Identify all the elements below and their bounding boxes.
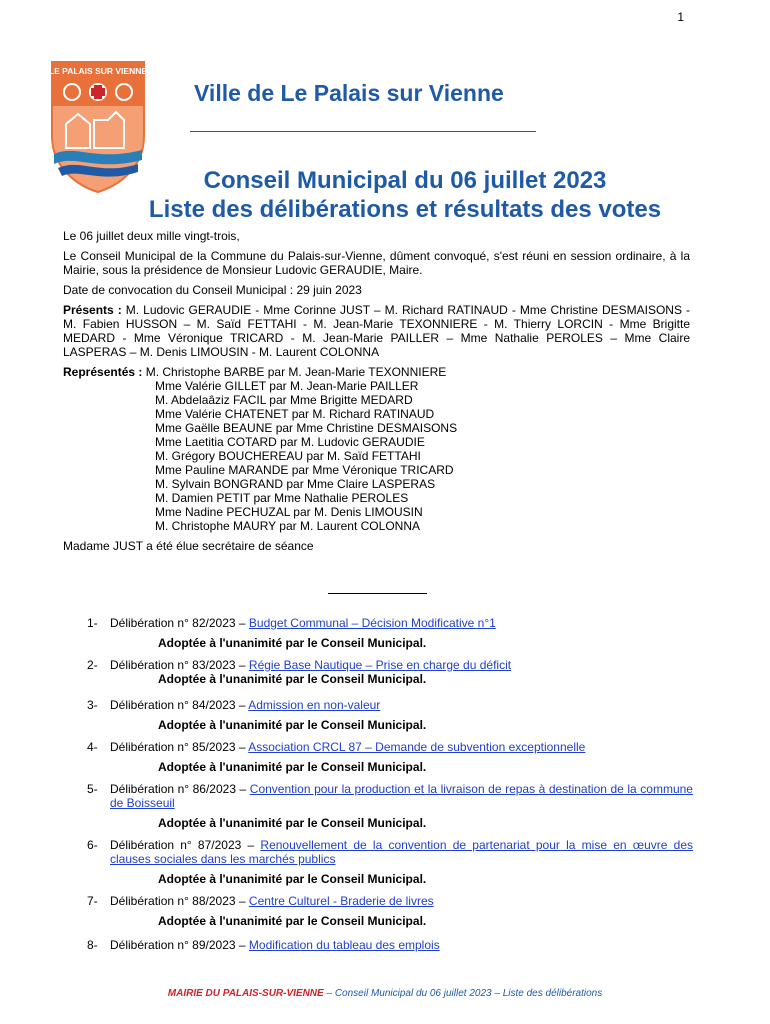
deliberation-link[interactable]: Centre Culturel - Braderie de livres [248, 894, 434, 908]
deliberation-link[interactable]: Association CRCL 87 – Demande de subvention exceptionnelle [248, 740, 586, 754]
svg-text:LE PALAIS SUR VIENNE: LE PALAIS SUR VIENNE [48, 66, 148, 76]
represented-item: Mme Pauline MARANDE par Mme Véronique TRICARD [155, 463, 454, 477]
represented-item: M. Christophe BARBE par M. Jean-Marie TEXONNIERE [142, 365, 447, 379]
represented-item: M. Christophe MAURY par M. Laurent COLONNA [155, 519, 420, 533]
page-footer [0, 988, 770, 999]
deliberation-item [63, 658, 693, 686]
deliberation-link[interactable]: Convention pour la production et la livraison de repas à destination de la commune de Boisseuil [110, 782, 693, 810]
deliberation-item [63, 838, 693, 886]
city-title: Ville de Le Palais sur Vienne [194, 80, 504, 106]
title-line-1: Conseil Municipal du 06 juillet 2023 [203, 167, 607, 194]
deliberation-reference: Délibération n° 84/2023 – [110, 698, 249, 712]
deliberation-item [63, 740, 693, 774]
represented-item: M. Sylvain BONGRAND par Mme Claire LASPERAS [155, 477, 436, 491]
vote-result: Adoptée à l'unanimité par le Conseil Municipal. [158, 760, 427, 774]
session-date: Le 06 juillet deux mille vingt-trois, [63, 229, 240, 243]
vote-result: Adoptée à l'unanimité par le Conseil Municipal. [158, 672, 427, 686]
deliberation-reference: Délibération n° 87/2023 – [110, 838, 261, 852]
deliberation-reference: Délibération n° 86/2023 – [110, 782, 250, 796]
deliberation-reference: Délibération n° 88/2023 – [110, 894, 249, 908]
vote-result: Adoptée à l'unanimité par le Conseil Municipal. [158, 636, 427, 650]
presents-paragraph [63, 303, 690, 359]
deliberation-number: 8- [87, 938, 98, 952]
footer-mairie: MAIRIE DU PALAIS-SUR-VIENNE [167, 988, 324, 999]
presents-label: Présents : [63, 303, 122, 317]
deliberation-number: 3- [87, 698, 98, 712]
secretary-line: Madame JUST a été élue secrétaire de séance [63, 539, 314, 553]
represented-block [63, 365, 690, 533]
deliberation-number: 5- [87, 782, 98, 796]
page-number: 1 [677, 10, 684, 24]
presents-list: M. Ludovic GERAUDIE - Mme Corinne JUST – M. Richard RATINAUD - Mme Christine DESMAISONS - M. Fabien HUSSON – M. Saïd FETTAHI - M. Jean-Marie TEXONNIERE - M. Thierry LORCIN - Mme Brigitte MEDARD - Mme Véronique TRICARD - M. Jean-Marie PAILLER – Mme Nathalie PEROLES – Mme Claire LASPERAS – M. Denis LIMOUSIN - M. Laurent COLONNA [63, 303, 690, 359]
deliberation-number: 2- [87, 658, 98, 672]
deliberation-item [63, 782, 693, 830]
deliberation-number: 4- [87, 740, 98, 754]
represented-item: Mme Nadine PECHUZAL par M. Denis LIMOUSIN [155, 505, 423, 519]
vote-result: Adoptée à l'unanimité par le Conseil Municipal. [158, 816, 427, 830]
represented-item: M. Grégory BOUCHEREAU par M. Saïd FETTAHI [155, 449, 421, 463]
represented-item: Mme Valérie GILLET par M. Jean-Marie PAILLER [155, 379, 419, 393]
title-line-2: Liste des délibérations et résultats des votes [148, 196, 662, 223]
represented-item: Mme Valérie CHATENET par M. Richard RATINAUD [155, 407, 435, 421]
deliberation-number: 6- [87, 838, 98, 852]
deliberation-number: 7- [87, 894, 98, 908]
session-description: Le Conseil Municipal de la Commune du Palais-sur-Vienne, dûment convoqué, s'est réuni en session ordinaire, à la Mairie, sous la présidence de Monsieur Ludovic GERAUDIE, Maire. [63, 249, 690, 277]
section-separator [328, 593, 427, 594]
deliberation-reference: Délibération n° 82/2023 – [110, 616, 249, 630]
represented-item: M. Abdelaâziz FACIL par Mme Brigitte MEDARD [155, 393, 413, 407]
deliberation-item [63, 698, 693, 732]
convocation-date: Date de convocation du Conseil Municipal : 29 juin 2023 [63, 283, 362, 297]
represented-item: Mme Laetitia COTARD par M. Ludovic GERAUDIE [155, 435, 425, 449]
deliberation-item [63, 894, 693, 928]
deliberation-reference: Délibération n° 83/2023 – [110, 658, 249, 672]
represented-label: Représentés : [63, 365, 143, 379]
deliberation-link[interactable]: Renouvellement de la convention de partenariat pour la mise en œuvre des clauses sociales dans les marchés publics [110, 838, 693, 866]
deliberation-link[interactable]: Admission en non-valeur [248, 698, 381, 712]
footer-text: – Conseil Municipal du 06 juillet 2023 – Liste des délibérations [323, 988, 603, 999]
deliberation-reference: Délibération n° 89/2023 – [110, 938, 249, 952]
page-title [60, 166, 750, 224]
deliberation-link[interactable]: Modification du tableau des emplois [248, 938, 440, 952]
deliberation-link[interactable]: Régie Base Nautique – Prise en charge du déficit [248, 658, 512, 672]
deliberation-item [63, 616, 693, 650]
deliberations-list [63, 616, 693, 952]
deliberation-reference: Délibération n° 85/2023 – [110, 740, 249, 754]
session-intro [63, 229, 690, 559]
vote-result: Adoptée à l'unanimité par le Conseil Municipal. [158, 914, 427, 928]
vote-result: Adoptée à l'unanimité par le Conseil Municipal. [158, 718, 427, 732]
vote-result: Adoptée à l'unanimité par le Conseil Municipal. [158, 872, 427, 886]
deliberation-item [63, 938, 693, 952]
deliberation-number: 1- [87, 616, 98, 630]
deliberation-link[interactable]: Budget Communal – Décision Modificative n°1 [248, 616, 496, 630]
title-underline [190, 131, 536, 132]
represented-item: Mme Gaëlle BEAUNE par Mme Christine DESMAISONS [155, 421, 458, 435]
represented-item: M. Damien PETIT par Mme Nathalie PEROLES [155, 491, 409, 505]
